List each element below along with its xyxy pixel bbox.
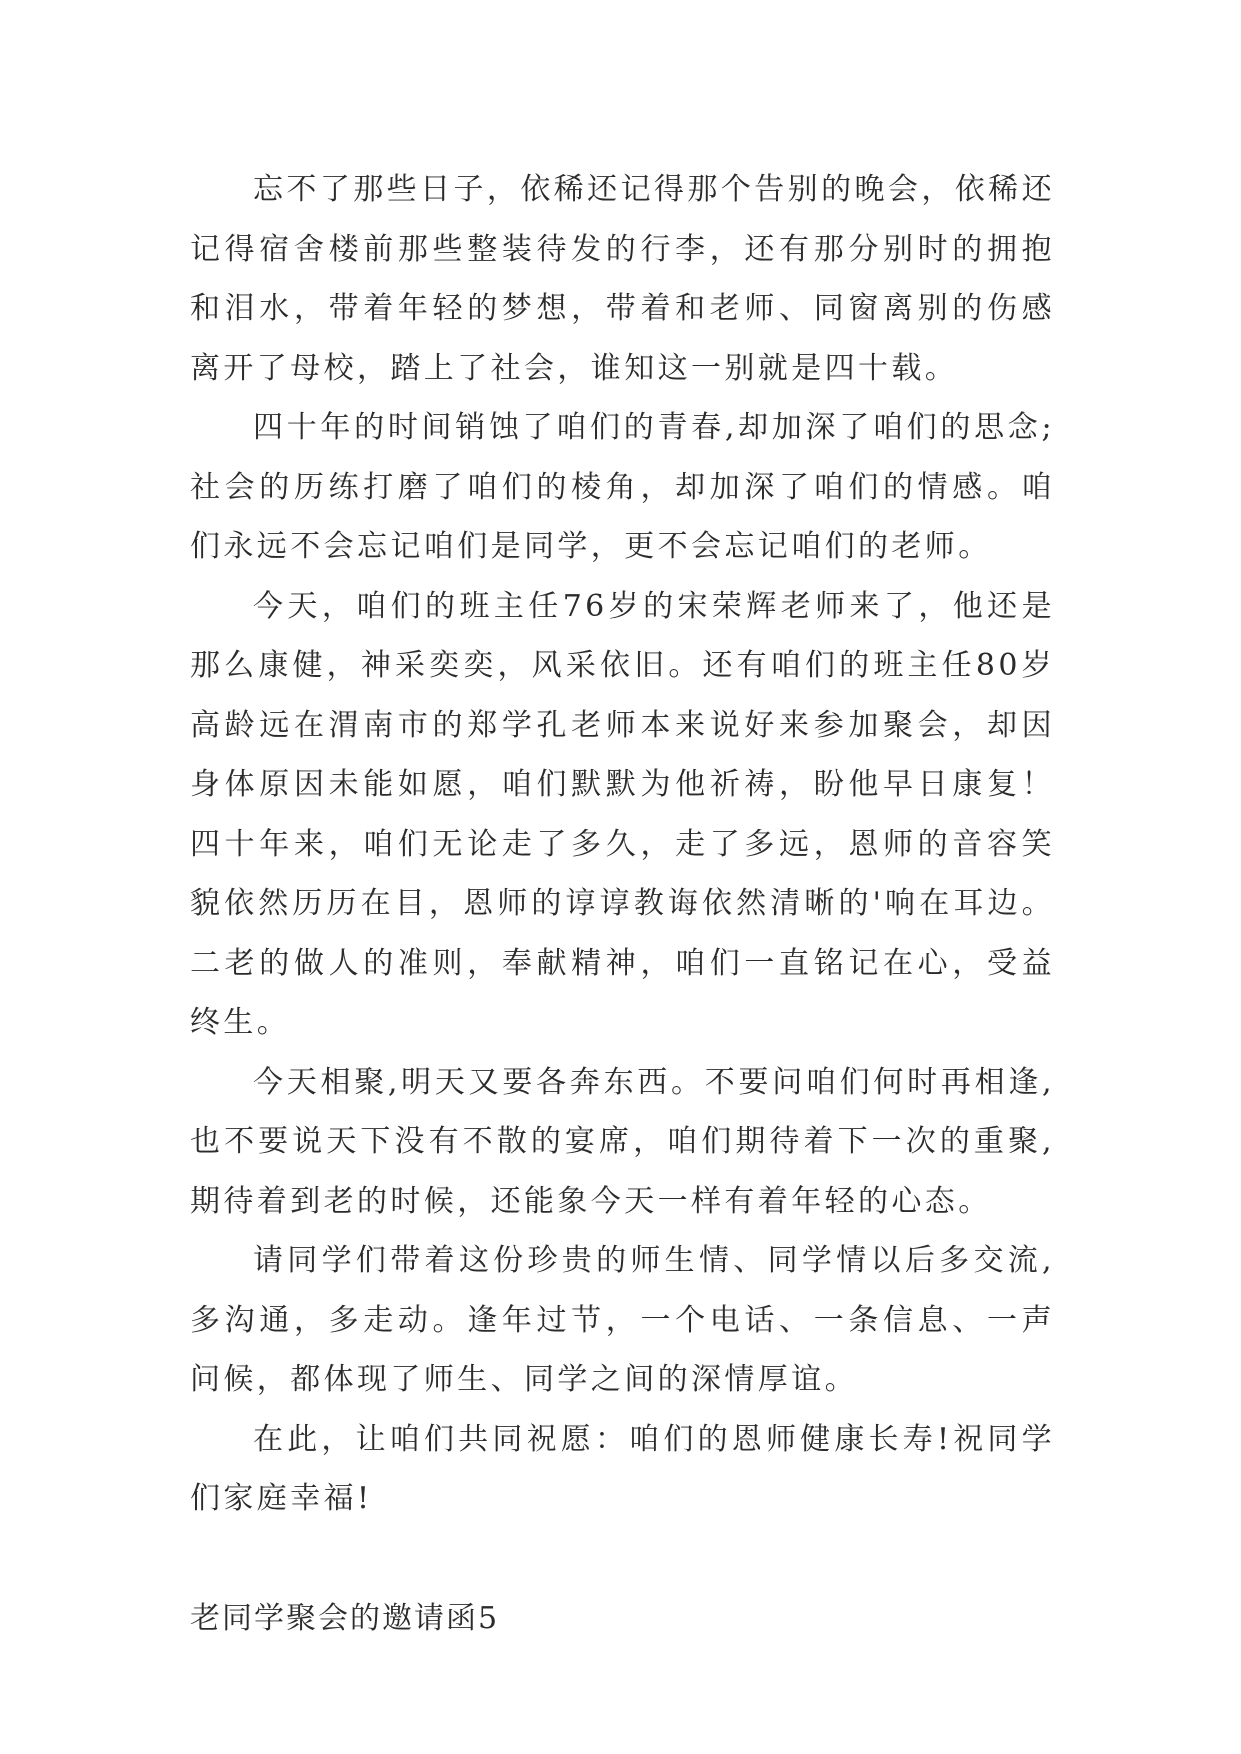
paragraph-teachers: 今天，咱们的班主任76岁的宋荣辉老师来了，他还是那么康健，神采奕奕，风采依旧。还有咱们的班主任80岁高龄远在渭南市的郑学孔老师本来说好来参加聚会，却因身体原因未能如愿，咱们默默为他祈祷，盼他早日康复！四十年来，咱们无论走了多久，走了多远，恩师的音容笑貌依然历历在目，恩师的谆谆教诲依然清晰的'响在耳边。二老的做人的准则，奉献精神，咱们一直铭记在心，受益终生。 — [190, 588, 1055, 1040]
paragraph-forty-years: 四十年的时间销蚀了咱们的青春,却加深了咱们的思念;社会的历练打磨了咱们的棱角，却加深了咱们的情感。咱们永远不会忘记咱们是同学，更不会忘记咱们的老师。 — [190, 410, 1055, 564]
paragraph-keep-in-touch: 请同学们带着这份珍贵的师生情、同学情以后多交流,多沟通，多走动。逢年过节，一个电话、一条信息、一声问候，都体现了师生、同学之间的深情厚谊。 — [190, 1243, 1055, 1397]
letter-body — [190, 160, 1055, 1529]
paragraph-blessing: 在此，让咱们共同祝愿：咱们的恩师健康长寿!祝同学们家庭幸福! — [190, 1421, 1055, 1516]
paragraph-farewell-memories: 忘不了那些日子，依稀还记得那个告别的晚会，依稀还记得宿舍楼前那些整装待发的行李，还有那分别时的拥抱和泪水，带着年轻的梦想，带着和老师、同窗离别的伤感离开了母校，踏上了社会，谁知这一别就是四十载。 — [190, 172, 1055, 386]
section-heading: 老同学聚会的邀请函5 — [190, 1601, 500, 1636]
paragraph-reunion: 今天相聚,明天又要各奔东西。不要问咱们何时再相逢,也不要说天下没有不散的宴席，咱们期待着下一次的重聚,期待着到老的时候，还能象今天一样有着年轻的心态。 — [190, 1064, 1055, 1219]
